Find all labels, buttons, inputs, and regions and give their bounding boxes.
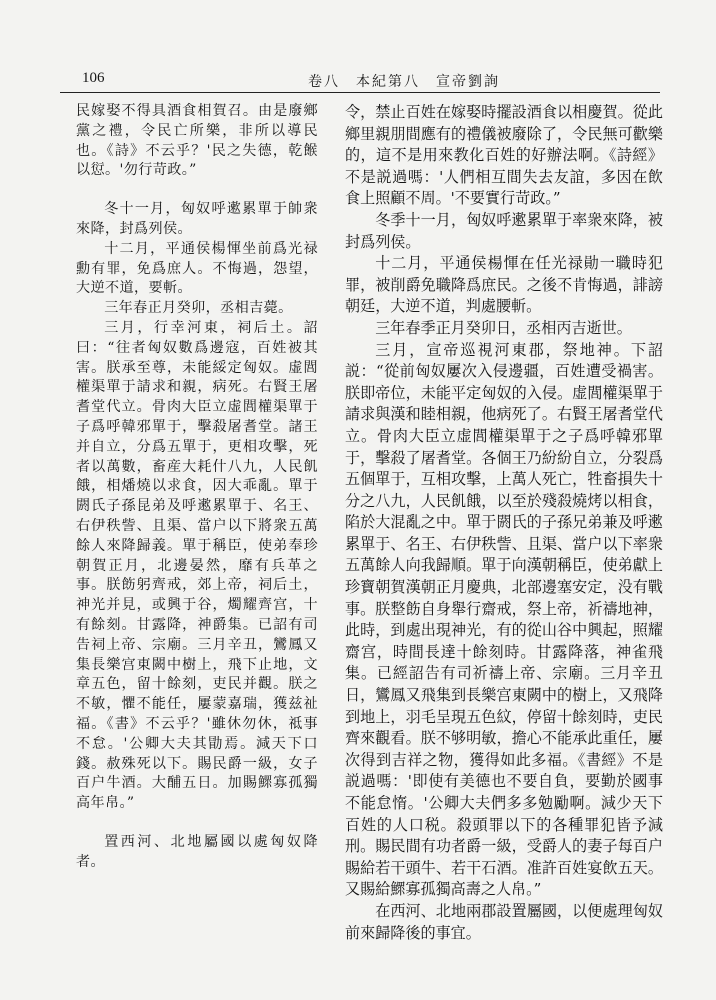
header-rule <box>60 92 660 93</box>
classical-paragraph-6: 置西河、北地屬國以處匈奴降者。 <box>76 833 318 870</box>
translation-paragraph-5: 三月，宣帝巡視河東郡，祭地神。下詔説：“從前匈奴屢次入侵邊疆，百姓遭受禍害。朕即帝位，未能平定匈奴的入侵。虚閭權渠單于請求與漢和睦相親，他病死了。右賢王屠耆堂代立。骨肉大臣立虚閭權渠單于之子爲呼韓邪單于，擊殺了屠耆堂。各個王乃紛紛自立，分裂爲五個單于，互相攻擊，上萬人死亡，牲畜損失十分之八九，人民飢餓，以至於殘殺燒烤以相食，陷於大混亂之中。單于閼氏的子孫兄弟兼及呼遬累單于、名王、右伊秩訾、且渠、當户以下率衆五萬餘人向我歸順。單于向漢朝稱臣，使弟獻上珍寶朝賀漢朝正月慶典，北部邊塞安定，没有戰事。朕整飭自身舉行齋戒，祭上帝，祈禱地神，此時，到處出現神光，有的從山谷中興起，照耀齋宫，時間長達十餘刻時。甘露降落，神雀飛集。已經詔告有司祈禱上帝、宗廟。三月辛丑日，鸞鳳又飛集到長樂宫東闕中的樹上，又飛降到地上，羽毛呈現五色紋，停留十餘刻時，吏民齊來觀看。朕不够明敏，擔心不能承此重任，屢次得到吉祥之物，獲得如此多福。《書經》不是説過嗎：'即使有美德也不要自負，要勤於國事不能怠惰。'公卿大夫們多多勉勵啊。減少天下百姓的人口税。殺頭罪以下的各種罪犯皆予減刑。賜民間有功者爵一級，受爵人的妻子每百户賜給若干頭牛、若干石酒。准許百姓宴飲五天。又賜給鰥寡孤獨高壽之人帛。” <box>345 340 663 899</box>
page-number: 106 <box>82 70 105 86</box>
classical-paragraph-3: 十二月，平通侯楊惲坐前爲光禄勳有罪，免爲庶人。不悔過，怨望，大逆不道，要斬。 <box>76 240 318 297</box>
translation-paragraph-2: 冬季十一月，匈奴呼遬累單于率衆來降，被封爲列侯。 <box>345 210 663 251</box>
classical-paragraph-5: 三月，行幸河東，祠后土。詔曰：“往者匈奴數爲邊寇，百姓被其害。朕承至尊，未能綏定匈奴。虚閭權渠單于請求和親，病死。右賢王屠耆堂代立。骨肉大臣立虚閭權渠單于子爲呼韓邪單于，擊殺屠耆堂。諸王并自立，分爲五單于，更相攻擊，死者以萬數，畜産大耗什八九，人民飢餓，相燔燒以求食，因大乖亂。單于閼氏子孫昆弟及呼遬累單于、名王、右伊秩訾、且渠、當户以下將衆五萬餘人來降歸義。單于稱臣，使弟奉珍朝賀正月，北邊晏然，靡有兵革之事。朕飭躬齊戒，郊上帝，祠后土，神光并見，或興于谷，燭耀齊宫，十有餘刻。甘露降，神爵集。已詔有司告祠上帝、宗廟。三月辛丑，鸞鳳又集長樂宫東闕中樹上，飛下止地，文章五色，留十餘刻，吏民并觀。朕之不敏，懼不能任，屢蒙嘉瑞，獲兹祉福。《書》不云乎？'雖休勿休，祗事不怠。'公卿大夫其勖焉。減天下口錢。赦殊死以下。賜民爵一級，女子百户牛酒。大酺五日。加賜鰥寡孤獨高年帛。” <box>76 319 318 812</box>
page-header <box>60 70 660 92</box>
classical-paragraph-4: 三年春正月癸卯，丞相吉薨。 <box>104 300 293 317</box>
translation-paragraph-4: 三年春季正月癸卯日，丞相丙吉逝世。 <box>375 318 632 337</box>
paragraph-gap <box>76 181 318 200</box>
classical-paragraph-2: 冬十一月，匈奴呼遬累單于帥衆來降，封爲列侯。 <box>76 201 318 237</box>
running-head: 卷八 本紀第八 宣帝劉詢 <box>308 74 500 90</box>
translation-paragraph-1: 令，禁止百姓在嫁娶時擺設酒食以相慶賀。從此鄉里親朋間應有的禮儀被廢除了，令民無可歡樂的，這不是用來教化百姓的好辦法啊。《詩經》不是説過嗎：'人們相互間失去友誼，多因在飲食上照顧不周。'不要實行苛政。” <box>345 103 663 208</box>
translation-paragraph-3: 十二月，平通侯楊惲在任光禄勛一職時犯罪，被削爵免職降爲庶民。之後不肯悔過，誹謗朝廷，大逆不道，判處腰斬。 <box>345 254 663 316</box>
classical-text-column <box>76 102 318 872</box>
translation-paragraph-6: 在西河、北地兩郡設置屬國，以便處理匈奴前來歸降後的事宜。 <box>345 901 663 942</box>
paragraph-gap <box>76 814 318 833</box>
translation-column <box>345 102 663 944</box>
classical-paragraph-1: 民嫁娶不得具酒食相賀召。由是廢鄉黨之禮，令民亡所樂，非所以導民也。《詩》不云乎？'民之失德，乾餱以愆。'勿行苛政。” <box>76 103 318 179</box>
